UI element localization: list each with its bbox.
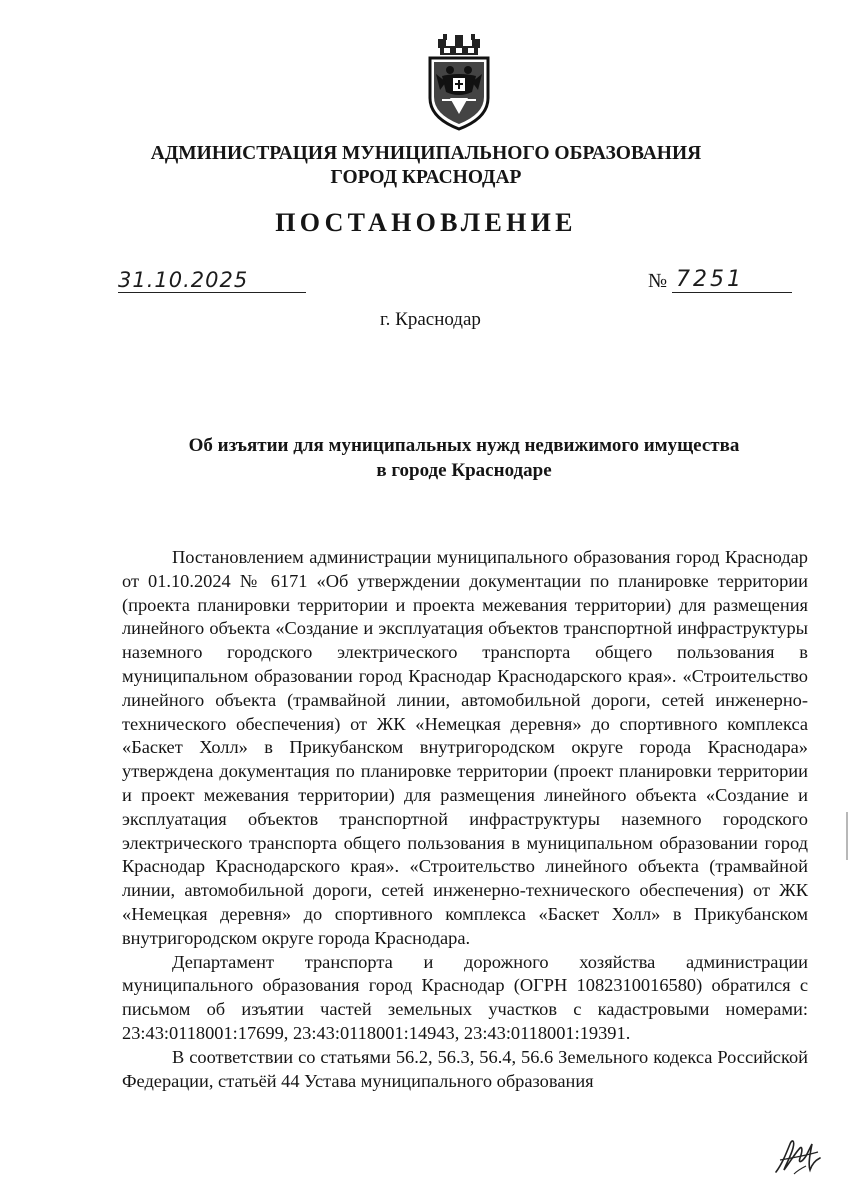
number-sign: № — [648, 270, 668, 292]
organization-name-line1: АДМИНИСТРАЦИЯ МУНИЦИПАЛЬНОГО ОБРАЗОВАНИЯ — [150, 143, 702, 164]
document-body — [122, 546, 808, 1093]
date-field — [118, 266, 306, 293]
body-paragraph-3: В соответствии со статьями 56.2, 56.3, 56.4, 56.6 Земельного кодекса Российской Федерации, статьёй 44 Устава муниципального образования — [122, 1046, 808, 1091]
document-type-title: ПОСТАНОВЛЕНИЕ — [275, 208, 577, 237]
organization-name-line2: ГОРОД КРАСНОДАР — [330, 167, 522, 188]
body-paragraph-2: Департамент транспорта и дорожного хозяйства администрации муниципального образования город Краснодар (ОГРН 1082310016580) обратился с письмом об изъятии частей земельных участков с кадастровыми номерами: 23:43:0118001:17699, 23:43:0118001:14943, 23:43:0118001:19391. — [122, 951, 808, 1043]
subject-line2: в городе Краснодаре — [376, 460, 552, 481]
document-date: 31.10.2025 — [118, 268, 249, 292]
scan-artifact — [846, 812, 848, 860]
document-number: 7251 — [676, 267, 744, 292]
document-subject — [118, 433, 810, 483]
body-paragraph-1: Постановлением администрации муниципального образования город Краснодар от 01.10.2024 № 6171 «Об утверждении документации по планировке территории (проекта планировки территории и проекта межевания территории) для размещения линейного объекта «Создание и эксплуатация объектов транспортной инфраструктуры наземного городского электрического транспорта общего пользования в муниципальном образовании город Краснодар Краснодарского края». «Строительство линейного объекта (трамвайной линии, автомобильной дороги, сетей инженерно-технического обеспечения) от ЖК «Немецкая деревня» до спортивного комплекса «Баскет Холл» в Прикубанском внутригородском округе города Краснодара» утверждена документация по планировке территории (проект планировки территории и проект межевания территории) для размещения линейного объекта «Создание и эксплуатация объектов транспортной инфраструктуры наземного городского электрического транспорта общего пользования в муниципальном образовании город Краснодар Краснодарского края». «Строительство линейного объекта (трамвайной линии, автомобильной дороги, сетей инженерно-технического обеспечения) от ЖК «Немецкая деревня» до спортивного комплекса «Баскет Холл» в Прикубанском внутригородском округе города Краснодара. — [122, 547, 808, 948]
number-field — [672, 266, 792, 293]
coat-of-arms-icon — [420, 32, 498, 132]
city-name: г. Краснодар — [380, 309, 481, 330]
signature-icon — [772, 1134, 824, 1178]
subject-line1: Об изъятии для муниципальных нужд недвижимого имущества — [188, 435, 740, 456]
